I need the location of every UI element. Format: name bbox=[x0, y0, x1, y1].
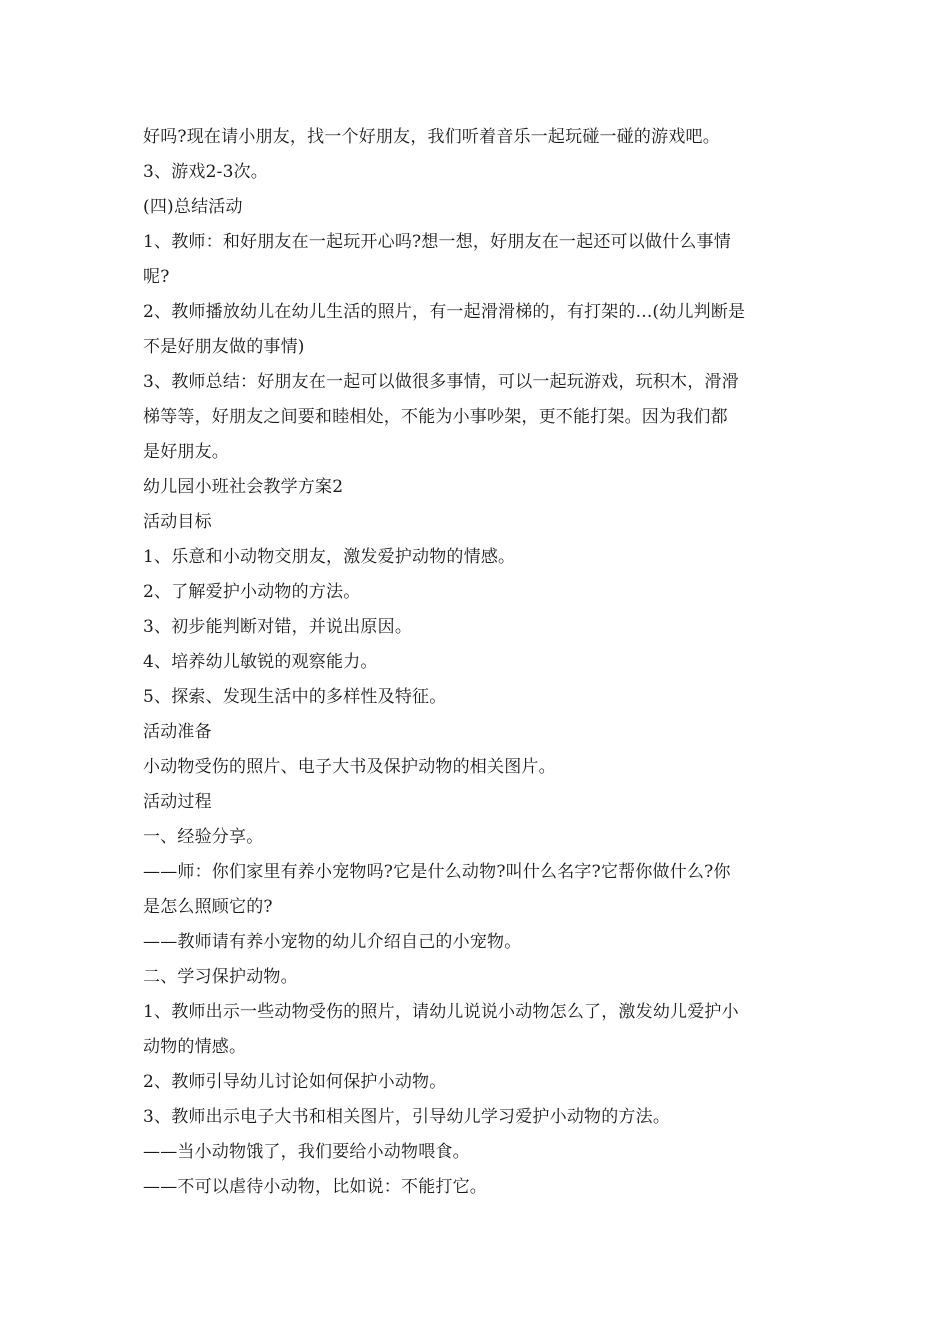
section-heading: (四)总结活动 bbox=[143, 197, 243, 217]
text-line: 不是好朋友做的事情) bbox=[143, 337, 305, 357]
subsection-heading: 二、学习保护动物。 bbox=[143, 967, 298, 987]
section-heading: 活动目标 bbox=[143, 512, 212, 532]
list-item: 1、教师出示一些动物受伤的照片，请幼儿说说小动物怎么了，激发幼儿爱护小 bbox=[143, 1002, 739, 1022]
dialogue-line: ——当小动物饿了，我们要给小动物喂食。 bbox=[143, 1142, 470, 1162]
list-item: 2、教师播放幼儿在幼儿生活的照片，有一起滑滑梯的，有打架的...(幼儿判断是 bbox=[143, 302, 746, 322]
text-line: 动物的情感。 bbox=[143, 1037, 247, 1057]
section-heading: 活动过程 bbox=[143, 792, 212, 812]
document-title: 幼儿园小班社会教学方案2 bbox=[143, 477, 344, 497]
list-item: 3、初步能判断对错，并说出原因。 bbox=[143, 617, 413, 637]
list-item: 2、了解爱护小动物的方法。 bbox=[143, 582, 361, 602]
dialogue-line: ——不可以虐待小动物，比如说：不能打它。 bbox=[143, 1177, 487, 1197]
list-item: 1、教师：和好朋友在一起玩开心吗?想一想，好朋友在一起还可以做什么事情 bbox=[143, 232, 731, 252]
list-item: 5、探索、发现生活中的多样性及特征。 bbox=[143, 687, 447, 707]
dialogue-line: ——师：你们家里有养小宠物吗?它是什么动物?叫什么名字?它帮你做什么?你 bbox=[143, 862, 731, 882]
list-item: 3、游戏2-3次。 bbox=[143, 162, 268, 182]
list-item: 2、教师引导幼儿讨论如何保护小动物。 bbox=[143, 1072, 447, 1092]
section-heading: 活动准备 bbox=[143, 722, 212, 742]
text-line: 小动物受伤的照片、电子大书及保护动物的相关图片。 bbox=[143, 757, 556, 777]
text-line: 是怎么照顾它的? bbox=[143, 897, 273, 917]
list-item: 1、乐意和小动物交朋友，激发爱护动物的情感。 bbox=[143, 547, 516, 567]
list-item: 4、培养幼儿敏锐的观察能力。 bbox=[143, 652, 378, 672]
subsection-heading: 一、经验分享。 bbox=[143, 827, 264, 847]
text-line: 梯等等，好朋友之间要和睦相处，不能为小事吵架，更不能打架。因为我们都 bbox=[143, 407, 728, 427]
dialogue-line: ——教师请有养小宠物的幼儿介绍自己的小宠物。 bbox=[143, 932, 522, 952]
text-line: 是好朋友。 bbox=[143, 442, 229, 462]
list-item: 3、教师总结：好朋友在一起可以做很多事情，可以一起玩游戏，玩积木，滑滑 bbox=[143, 372, 739, 392]
text-line: 好吗?现在请小朋友，找一个好朋友，我们听着音乐一起玩碰一碰的游戏吧。 bbox=[143, 127, 720, 147]
list-item: 3、教师出示电子大书和相关图片，引导幼儿学习爱护小动物的方法。 bbox=[143, 1107, 671, 1127]
document-body bbox=[143, 120, 813, 1205]
text-line: 呢? bbox=[143, 267, 170, 287]
